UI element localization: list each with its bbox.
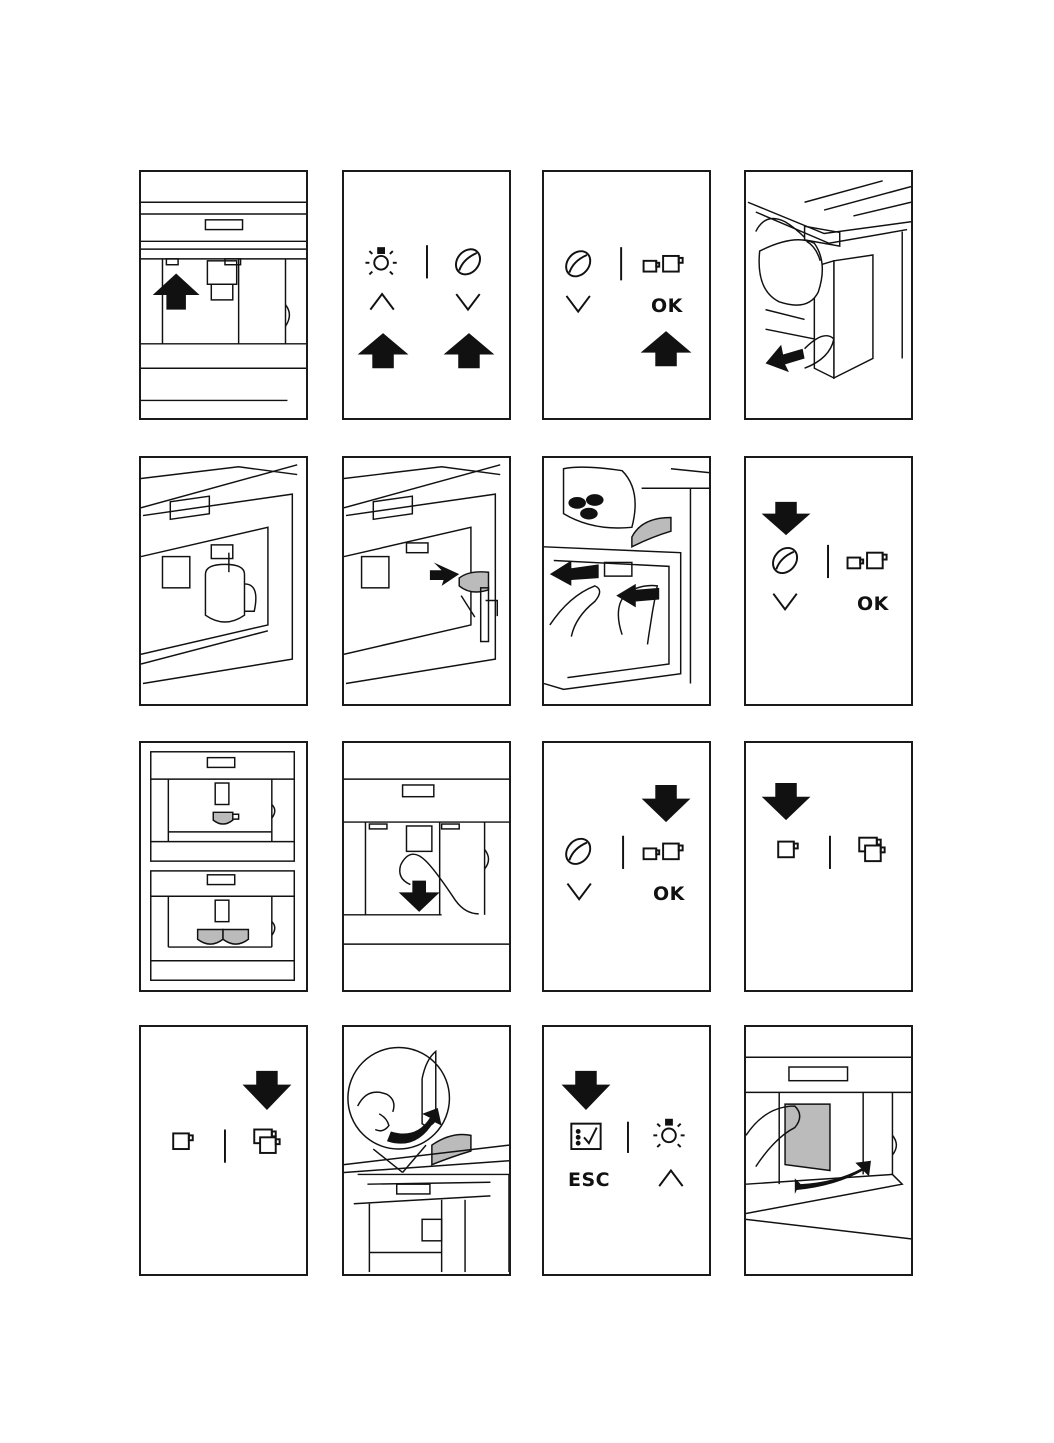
cup-position-illustration — [141, 743, 306, 990]
coffee-bean-icon — [561, 834, 595, 869]
remove-brew-unit-illustration — [746, 1027, 911, 1274]
double-cup-icon — [859, 838, 884, 861]
panel-light-bean-buttons — [342, 170, 511, 420]
coffee-bean-icon — [451, 244, 485, 279]
water-tank-illustration — [746, 172, 911, 418]
chevron-up-icon — [370, 294, 393, 310]
milk-spout-illustration — [344, 458, 509, 704]
light-icon — [653, 1120, 684, 1147]
arrow-down-icon — [642, 785, 691, 822]
panel-double-cup-select — [139, 1025, 308, 1276]
cup-spout-illustration — [141, 458, 306, 704]
machine-front-illustration — [141, 172, 306, 418]
arrow-down-icon — [762, 783, 811, 820]
ok-label: OK — [651, 295, 683, 317]
arrow-down-icon — [766, 345, 805, 372]
ok-label: OK — [653, 883, 685, 905]
single-cup-icon — [778, 842, 798, 858]
arrow-right-icon — [430, 562, 459, 585]
arrow-up-icon — [358, 333, 409, 368]
panel-lower-spout — [342, 741, 511, 992]
ok-label: OK — [857, 593, 889, 615]
button-diagram — [746, 458, 911, 704]
coffee-bean-icon — [768, 543, 802, 578]
brew-unit-illustration — [344, 1027, 509, 1274]
chevron-down-icon — [773, 594, 796, 610]
light-icon — [365, 248, 396, 274]
arrow-down-icon — [399, 881, 440, 912]
panel-cup-under-spout — [139, 456, 308, 706]
arrow-down-icon — [243, 1071, 292, 1110]
panel-bean-ok-buttons — [542, 170, 711, 420]
coffee-bean-icon — [561, 246, 595, 281]
chevron-up-icon — [659, 1171, 682, 1187]
panel-machine-front-open — [139, 170, 308, 420]
chevron-down-icon — [456, 294, 479, 310]
button-diagram — [141, 1027, 306, 1274]
button-diagram — [544, 1027, 709, 1274]
panel-remove-milk-spout — [342, 456, 511, 706]
arrow-up-icon — [444, 333, 495, 368]
panel-brew-unit-detail — [342, 1025, 511, 1276]
arrow-down-icon — [562, 1071, 611, 1110]
checklist-icon — [571, 1124, 600, 1149]
button-diagram — [544, 172, 709, 418]
panel-single-double-cup — [139, 741, 308, 992]
single-cup-icon — [173, 1133, 193, 1149]
cup-size-icon — [644, 844, 683, 860]
arrow-up-icon — [641, 331, 692, 366]
arrow-left-icon — [550, 560, 599, 585]
esc-label: ESC — [568, 1169, 611, 1191]
arrow-down-icon — [762, 502, 811, 535]
chevron-down-icon — [566, 296, 589, 312]
button-diagram — [544, 743, 709, 990]
panel-single-cup-select — [744, 741, 913, 992]
double-cup-icon — [254, 1130, 279, 1153]
arrow-up-icon — [153, 274, 200, 310]
cup-size-icon — [848, 553, 887, 569]
panel-bean-ok-press — [744, 456, 913, 706]
cup-size-icon — [644, 256, 683, 272]
button-diagram — [344, 172, 509, 418]
panel-cup-ok-press — [542, 741, 711, 992]
panel-fill-water-tank — [744, 170, 913, 420]
chevron-down-icon — [567, 884, 590, 900]
button-diagram — [746, 743, 911, 990]
panel-fill-coffee-beans — [542, 456, 711, 706]
bean-fill-illustration — [544, 458, 709, 704]
spout-height-illustration — [344, 743, 509, 990]
panel-menu-esc-light — [542, 1025, 711, 1276]
panel-remove-brew-unit — [744, 1025, 913, 1276]
